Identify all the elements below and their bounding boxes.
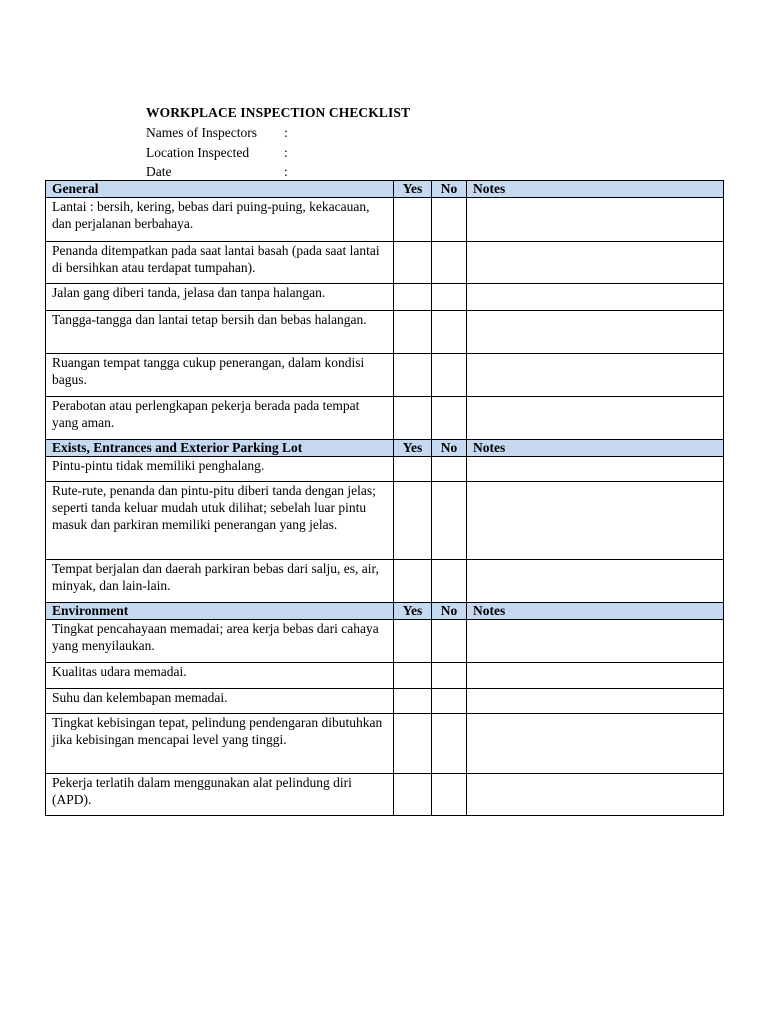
inspection-table xyxy=(45,180,724,816)
section-title: Environment xyxy=(46,603,394,620)
yes-cell[interactable] xyxy=(394,457,432,482)
notes-cell[interactable] xyxy=(467,482,724,560)
checklist-row xyxy=(46,663,724,689)
no-cell[interactable] xyxy=(432,242,467,284)
notes-header: Notes xyxy=(467,603,724,620)
document-header xyxy=(146,103,546,182)
yes-cell[interactable] xyxy=(394,397,432,440)
no-cell[interactable] xyxy=(432,714,467,774)
notes-cell[interactable] xyxy=(467,397,724,440)
location-field xyxy=(146,143,546,163)
checklist-item: Penanda ditempatkan pada saat lantai basah (pada saat lantai di bersihkan atau terdapat tumpahan). xyxy=(46,242,394,284)
yes-cell[interactable] xyxy=(394,714,432,774)
no-cell[interactable] xyxy=(432,354,467,397)
yes-cell[interactable] xyxy=(394,620,432,663)
section-title: Exists, Entrances and Exterior Parking Lot xyxy=(46,440,394,457)
checklist-item: Tempat berjalan dan daerah parkiran bebas dari salju, es, air, minyak, dan lain-lain. xyxy=(46,560,394,603)
checklist-item: Tangga-tangga dan lantai tetap bersih dan bebas halangan. xyxy=(46,311,394,354)
no-cell[interactable] xyxy=(432,482,467,560)
notes-cell[interactable] xyxy=(467,560,724,603)
checklist-row xyxy=(46,198,724,242)
no-cell[interactable] xyxy=(432,774,467,816)
yes-cell[interactable] xyxy=(394,482,432,560)
section-header-environment xyxy=(46,603,724,620)
yes-header: Yes xyxy=(394,181,432,198)
no-cell[interactable] xyxy=(432,397,467,440)
yes-cell[interactable] xyxy=(394,198,432,242)
yes-cell[interactable] xyxy=(394,311,432,354)
yes-cell[interactable] xyxy=(394,354,432,397)
notes-cell[interactable] xyxy=(467,354,724,397)
no-cell[interactable] xyxy=(432,284,467,311)
document-title: WORKPLACE INSPECTION CHECKLIST xyxy=(146,105,411,120)
notes-cell[interactable] xyxy=(467,663,724,689)
yes-header: Yes xyxy=(394,440,432,457)
notes-header: Notes xyxy=(467,440,724,457)
yes-cell[interactable] xyxy=(394,774,432,816)
no-header: No xyxy=(432,181,467,198)
field-label: Date xyxy=(146,164,172,179)
checklist-item: Pekerja terlatih dalam menggunakan alat pelindung diri (APD). xyxy=(46,774,394,816)
no-cell[interactable] xyxy=(432,457,467,482)
yes-cell[interactable] xyxy=(394,560,432,603)
no-cell[interactable] xyxy=(432,311,467,354)
checklist-row xyxy=(46,560,724,603)
notes-cell[interactable] xyxy=(467,774,724,816)
field-colon: : xyxy=(284,164,288,179)
checklist-item: Kualitas udara memadai. xyxy=(46,663,394,689)
notes-cell[interactable] xyxy=(467,311,724,354)
checklist-row xyxy=(46,242,724,284)
checklist-row xyxy=(46,620,724,663)
no-header: No xyxy=(432,440,467,457)
notes-cell[interactable] xyxy=(467,620,724,663)
field-label: Names of Inspectors xyxy=(146,125,257,140)
checklist-item: Tingkat pencahayaan memadai; area kerja bebas dari cahaya yang menyilaukan. xyxy=(46,620,394,663)
checklist-row xyxy=(46,482,724,560)
section-header-general xyxy=(46,181,724,198)
no-cell[interactable] xyxy=(432,198,467,242)
field-label: Location Inspected xyxy=(146,144,250,160)
notes-cell[interactable] xyxy=(467,242,724,284)
notes-cell[interactable] xyxy=(467,689,724,714)
no-cell[interactable] xyxy=(432,560,467,603)
field-colon: : xyxy=(284,144,288,160)
inspectors-field xyxy=(146,123,546,143)
checklist-row xyxy=(46,354,724,397)
yes-cell[interactable] xyxy=(394,689,432,714)
no-cell[interactable] xyxy=(432,663,467,689)
section-header-exits xyxy=(46,440,724,457)
no-cell[interactable] xyxy=(432,689,467,714)
no-header: No xyxy=(432,603,467,620)
checklist-item: Jalan gang diberi tanda, jelasa dan tanpa halangan. xyxy=(46,284,394,311)
date-field xyxy=(146,162,546,182)
checklist-row xyxy=(46,311,724,354)
no-cell[interactable] xyxy=(432,620,467,663)
notes-cell[interactable] xyxy=(467,714,724,774)
checklist-item: Ruangan tempat tangga cukup penerangan, dalam kondisi bagus. xyxy=(46,354,394,397)
checklist-row xyxy=(46,284,724,311)
yes-cell[interactable] xyxy=(394,284,432,311)
checklist-row xyxy=(46,714,724,774)
checklist-item: Suhu dan kelembapan memadai. xyxy=(46,689,394,714)
notes-cell[interactable] xyxy=(467,198,724,242)
checklist-row xyxy=(46,689,724,714)
checklist-item: Perabotan atau perlengkapan pekerja berada pada tempat yang aman. xyxy=(46,397,394,440)
notes-header: Notes xyxy=(467,181,724,198)
field-colon: : xyxy=(284,125,288,140)
checklist-row xyxy=(46,397,724,440)
yes-header: Yes xyxy=(394,603,432,620)
section-title: General xyxy=(46,181,394,198)
yes-cell[interactable] xyxy=(394,242,432,284)
checklist-row xyxy=(46,774,724,816)
yes-cell[interactable] xyxy=(394,663,432,689)
checklist-item: Tingkat kebisingan tepat, pelindung pendengaran dibutuhkan jika kebisingan mencapai level yang tinggi. xyxy=(46,714,394,774)
checklist-item: Rute-rute, penanda dan pintu-pitu diberi tanda dengan jelas; seperti tanda keluar mudah utuk dilihat; sebelah luar pintu masuk dan parkiran memiliki penerangan yang jelas. xyxy=(46,482,394,560)
notes-cell[interactable] xyxy=(467,284,724,311)
notes-cell[interactable] xyxy=(467,457,724,482)
checklist-row xyxy=(46,457,724,482)
checklist-item: Lantai : bersih, kering, bebas dari puing-puing, kekacauan, dan perjalanan berbahaya. xyxy=(46,198,394,242)
checklist-item: Pintu-pintu tidak memiliki penghalang. xyxy=(46,457,394,482)
